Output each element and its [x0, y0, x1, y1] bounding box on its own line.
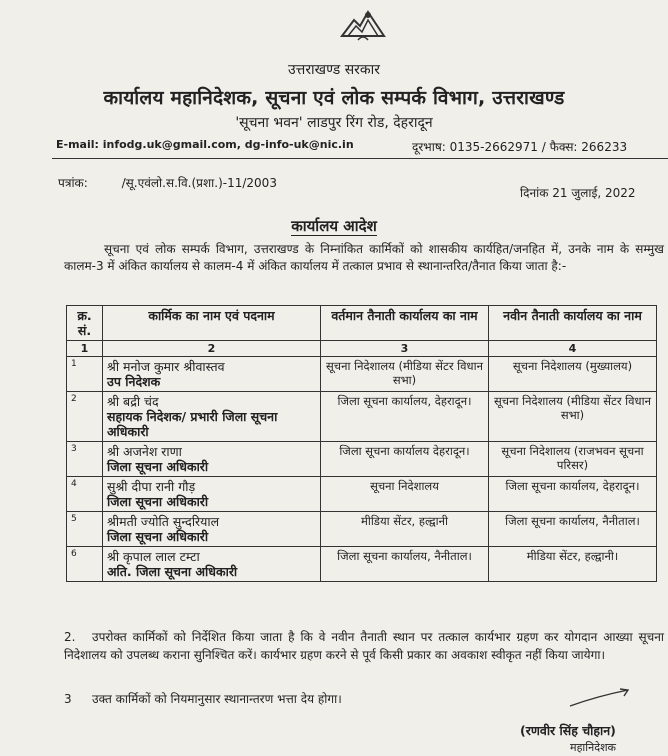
table-row [67, 477, 657, 512]
paragraph-2 [64, 628, 664, 664]
row-current-office: सूचना निदेशालय (मीडिया सेंटर विधान सभा) [321, 357, 489, 392]
intro-paragraph: सूचना एवं लोक सम्पर्क विभाग, उत्तराखण्ड के निम्नांकित कार्मिकों को शासकीय कार्यहित/जनहित में, उनके नाम के सम्मुख कालम-3 में अंकित कार्यालय से कालम-4 में अंकित कार्यालय में तत्काल प्रभाव से स्थानान्तरित/तैनात किया जाता है:- [64, 242, 664, 273]
phone-fax-text: दूरभाष: 0135-2662971 / फैक्स: 266233 [412, 140, 628, 154]
table-row [67, 357, 657, 392]
row-sn: 4 [67, 477, 103, 512]
table-header-row [67, 306, 657, 341]
government-name: उत्तराखण्ड सरकार [287, 62, 381, 78]
row-name: श्रीमती ज्योति सुन्दरियाल जिला सूचना अधिकारी [103, 512, 321, 547]
row-current-office: मीडिया सेंटर, हल्द्वानी [321, 512, 489, 547]
row-name: श्री मनोज कुमार श्रीवास्तव उप निदेशक [103, 357, 321, 392]
header-divider [52, 158, 668, 159]
reference-number [58, 174, 277, 191]
row-new-office: मीडिया सेंटर, हल्द्वानी। [489, 547, 657, 582]
paragraph-2-text: उपरोक्त कार्मिकों को निर्देशित किया जाता है कि वे नवीन तैनाती स्थान पर तत्काल कार्यभार ग्रहण कर योगदान आख्या सूचना निदेशालय को उपलब्ध कराना सुनिश्चित करें। कार्यभार ग्रहण करने से पूर्व किसी प्रकार का अवकाश स्वीकृत नहीं किया जायेगा। [64, 630, 664, 662]
signature-icon [568, 688, 630, 708]
header-name: कार्मिक का नाम एवं पदनाम [103, 306, 321, 341]
uttarakhand-emblem-icon [340, 6, 386, 42]
row-new-office: सूचना निदेशालय (राजभवन सूचना परिसर) [489, 442, 657, 477]
row-current-office: जिला सूचना कार्यालय देहरादून। [321, 442, 489, 477]
row-name: सुश्री दीपा रानी गौड़ जिला सूचना अधिकारी [103, 477, 321, 512]
table-row [67, 547, 657, 582]
reference-value: /सू.एवंलो.स.वि.(प्रशा.)-11/2003 [121, 176, 277, 190]
row-sn: 6 [67, 547, 103, 582]
signatory-designation: महानिदेशक [570, 741, 616, 754]
column-number-row: 1 2 3 4 [67, 341, 657, 357]
paragraph-3-text: उक्त कार्मिकों को नियमानुसार स्थानान्तरण भत्ता देय होगा। [92, 692, 342, 706]
email-text: E-mail: infodg.uk@gmail.com, dg-info-uk@nic.in [56, 138, 354, 151]
row-sn: 3 [67, 442, 103, 477]
row-sn: 5 [67, 512, 103, 547]
office-name: कार्यालय महानिदेशक, सूचना एवं लोक सम्पर्क विभाग, उत्तराखण्ड [103, 87, 565, 109]
header-current-office: वर्तमान तैनाती कार्यालय का नाम [321, 306, 489, 341]
row-name: श्री कृपाल लाल टम्टा अति. जिला सूचना अधिकारी [103, 547, 321, 582]
reference-label: पत्रांक: [58, 176, 88, 190]
table-row [67, 392, 657, 442]
row-sn: 1 [67, 357, 103, 392]
header-new-office: नवीन तैनाती कार्यालय का नाम [489, 306, 657, 341]
office-address: 'सूचना भवन' लाडपुर रिंग रोड, देहरादून [235, 115, 433, 131]
row-name: श्री बद्री चंद सहायक निदेशक/ प्रभारी जिला सूचना अधिकारी [103, 392, 321, 442]
row-current-office: सूचना निदेशालय [321, 477, 489, 512]
row-new-office: जिला सूचना कार्यालय, देहरादून। [489, 477, 657, 512]
order-date: दिनांक 21 जुलाई, 2022 [520, 186, 636, 200]
row-new-office: जिला सूचना कार्यालय, नैनीताल। [489, 512, 657, 547]
row-new-office: सूचना निदेशालय (मुख्यालय) [489, 357, 657, 392]
transfer-table [66, 305, 657, 582]
table-row [67, 512, 657, 547]
order-title: कार्यालय आदेश [291, 217, 377, 235]
row-name: श्री अजनेश राणा जिला सूचना अधिकारी [103, 442, 321, 477]
row-current-office: जिला सूचना कार्यालय, देहरादून। [321, 392, 489, 442]
row-current-office: जिला सूचना कार्यालय, नैनीताल। [321, 547, 489, 582]
table-row [67, 442, 657, 477]
paragraph-3-number: 3 [64, 692, 72, 706]
signatory-name: (रणवीर सिंह चौहान) [520, 723, 616, 738]
paragraph-2-number: 2. [64, 630, 76, 644]
row-new-office: सूचना निदेशालय (मीडिया सेंटर विधान सभा) [489, 392, 657, 442]
row-sn: 2 [67, 392, 103, 442]
header-sn: क्र. सं. [67, 306, 103, 341]
